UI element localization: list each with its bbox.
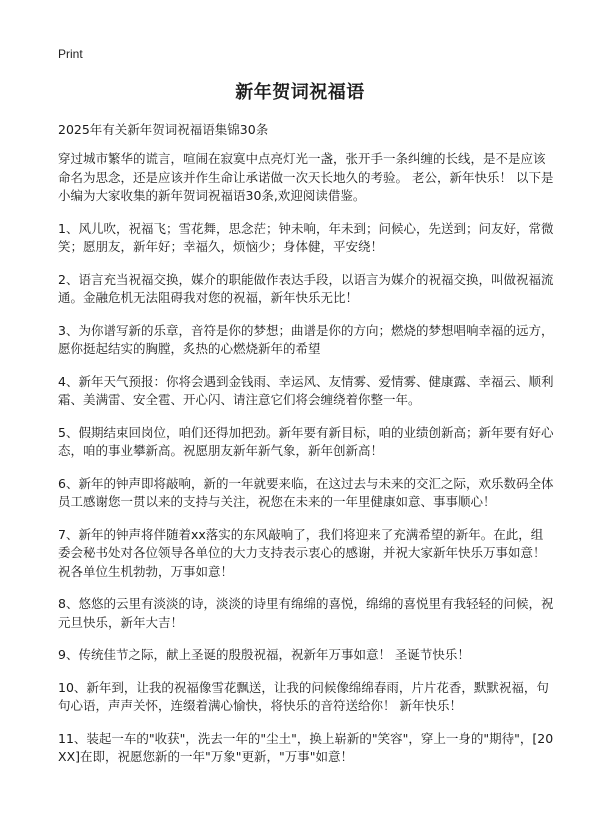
blessing-item-11: 11、装起一车的"收获"，洗去一年的"尘土"，换上崭新的"笑容"，穿上一身的"期待"，[20XX]在即，祝愿您新的一年"万象"更新，"万事"如意！ bbox=[58, 730, 554, 764]
blessing-item-9: 9、传统佳节之际，献上圣诞的殷殷祝福，祝新年万事如意！ 圣诞节快乐！ bbox=[58, 647, 470, 662]
intro-paragraph: 穿过城市繁华的谎言，喧闹在寂寞中点亮灯光一盏，张开手一条纠缠的长线，是不是应该命名为思念，还是应该并作生命让承诺做一次天长地久的考验。 老公，新年快乐！ 以下是小编为大家收集的新年贺词祝福语30条,欢迎阅读借鉴。 bbox=[58, 151, 554, 203]
article-body bbox=[58, 150, 554, 781]
blessing-item-7: 7、新年的钟声将伴随着xx落实的东风敲响了，我们将迎来了充满希望的新年。在此，组委会秘书处对各位领导各单位的大力支持表示衷心的感谢，并祝大家新年快乐万事如意！祝各单位生机勃勃，万事如意！ bbox=[58, 526, 546, 579]
blessing-item-10: 10、新年到，让我的祝福像雪花飘送，让我的问候像绵绵春雨，片片花香，默默祝福，句句心语，声声关怀，连缀着满心愉快，将快乐的音符送给你！ 新年快乐！ bbox=[58, 679, 549, 713]
blessing-item-5: 5、假期结束回岗位，咱们还得加把劲。新年要有新目标，咱的业绩创新高；新年要有好心态，咱的事业攀新高。祝愿朋友新年新气象，新年创新高！ bbox=[58, 424, 554, 458]
blessing-item-4: 4、新年天气预报：你将会遇到金钱雨、幸运风、友情雾、爱情雾、健康露、幸福云、顺利霜、美满雷、安全雹、开心闪、请注意它们将会缠绕着你整一年。 bbox=[58, 373, 554, 407]
document-subtitle: 2025年有关新年贺词祝福语集锦30条 bbox=[58, 122, 269, 137]
blessing-item-2: 2、语言充当祝福交换，媒介的职能做作表达手段，以语言为媒介的祝福交换，叫做祝福流通。金融危机无法阻碍我对您的祝福，新年快乐无比！ bbox=[58, 271, 554, 305]
blessing-item-6: 6、新年的钟声即将敲响，新的一年就要来临，在这过去与未来的交汇之际，欢乐数码全体员工感谢您一贯以来的支持与关注，祝您在未来的一年里健康如意、事事顺心！ bbox=[58, 475, 554, 509]
blessing-item-8: 8、悠悠的云里有淡淡的诗，淡淡的诗里有绵绵的喜悦，绵绵的喜悦里有我轻轻的问候，祝元旦快乐，新年大吉！ bbox=[58, 596, 554, 630]
blessing-item-3: 3、为你谱写新的乐章，音符是你的梦想；曲谱是你的方向；燃烧的梦想唱响幸福的远方，愿你挺起结实的胸膛，炙热的心燃烧新年的希望 bbox=[58, 322, 554, 356]
page-title: 新年贺词祝福语 bbox=[235, 82, 365, 103]
blessing-item-1: 1、风儿吹，祝福飞；雪花舞，思念茫；钟未响，年未到；问候心，先送到；问友好，常微笑；愿朋友，新年好；幸福久，烦恼少；身体健，平安绕！ bbox=[58, 220, 554, 254]
print-link[interactable]: Print bbox=[58, 47, 83, 61]
